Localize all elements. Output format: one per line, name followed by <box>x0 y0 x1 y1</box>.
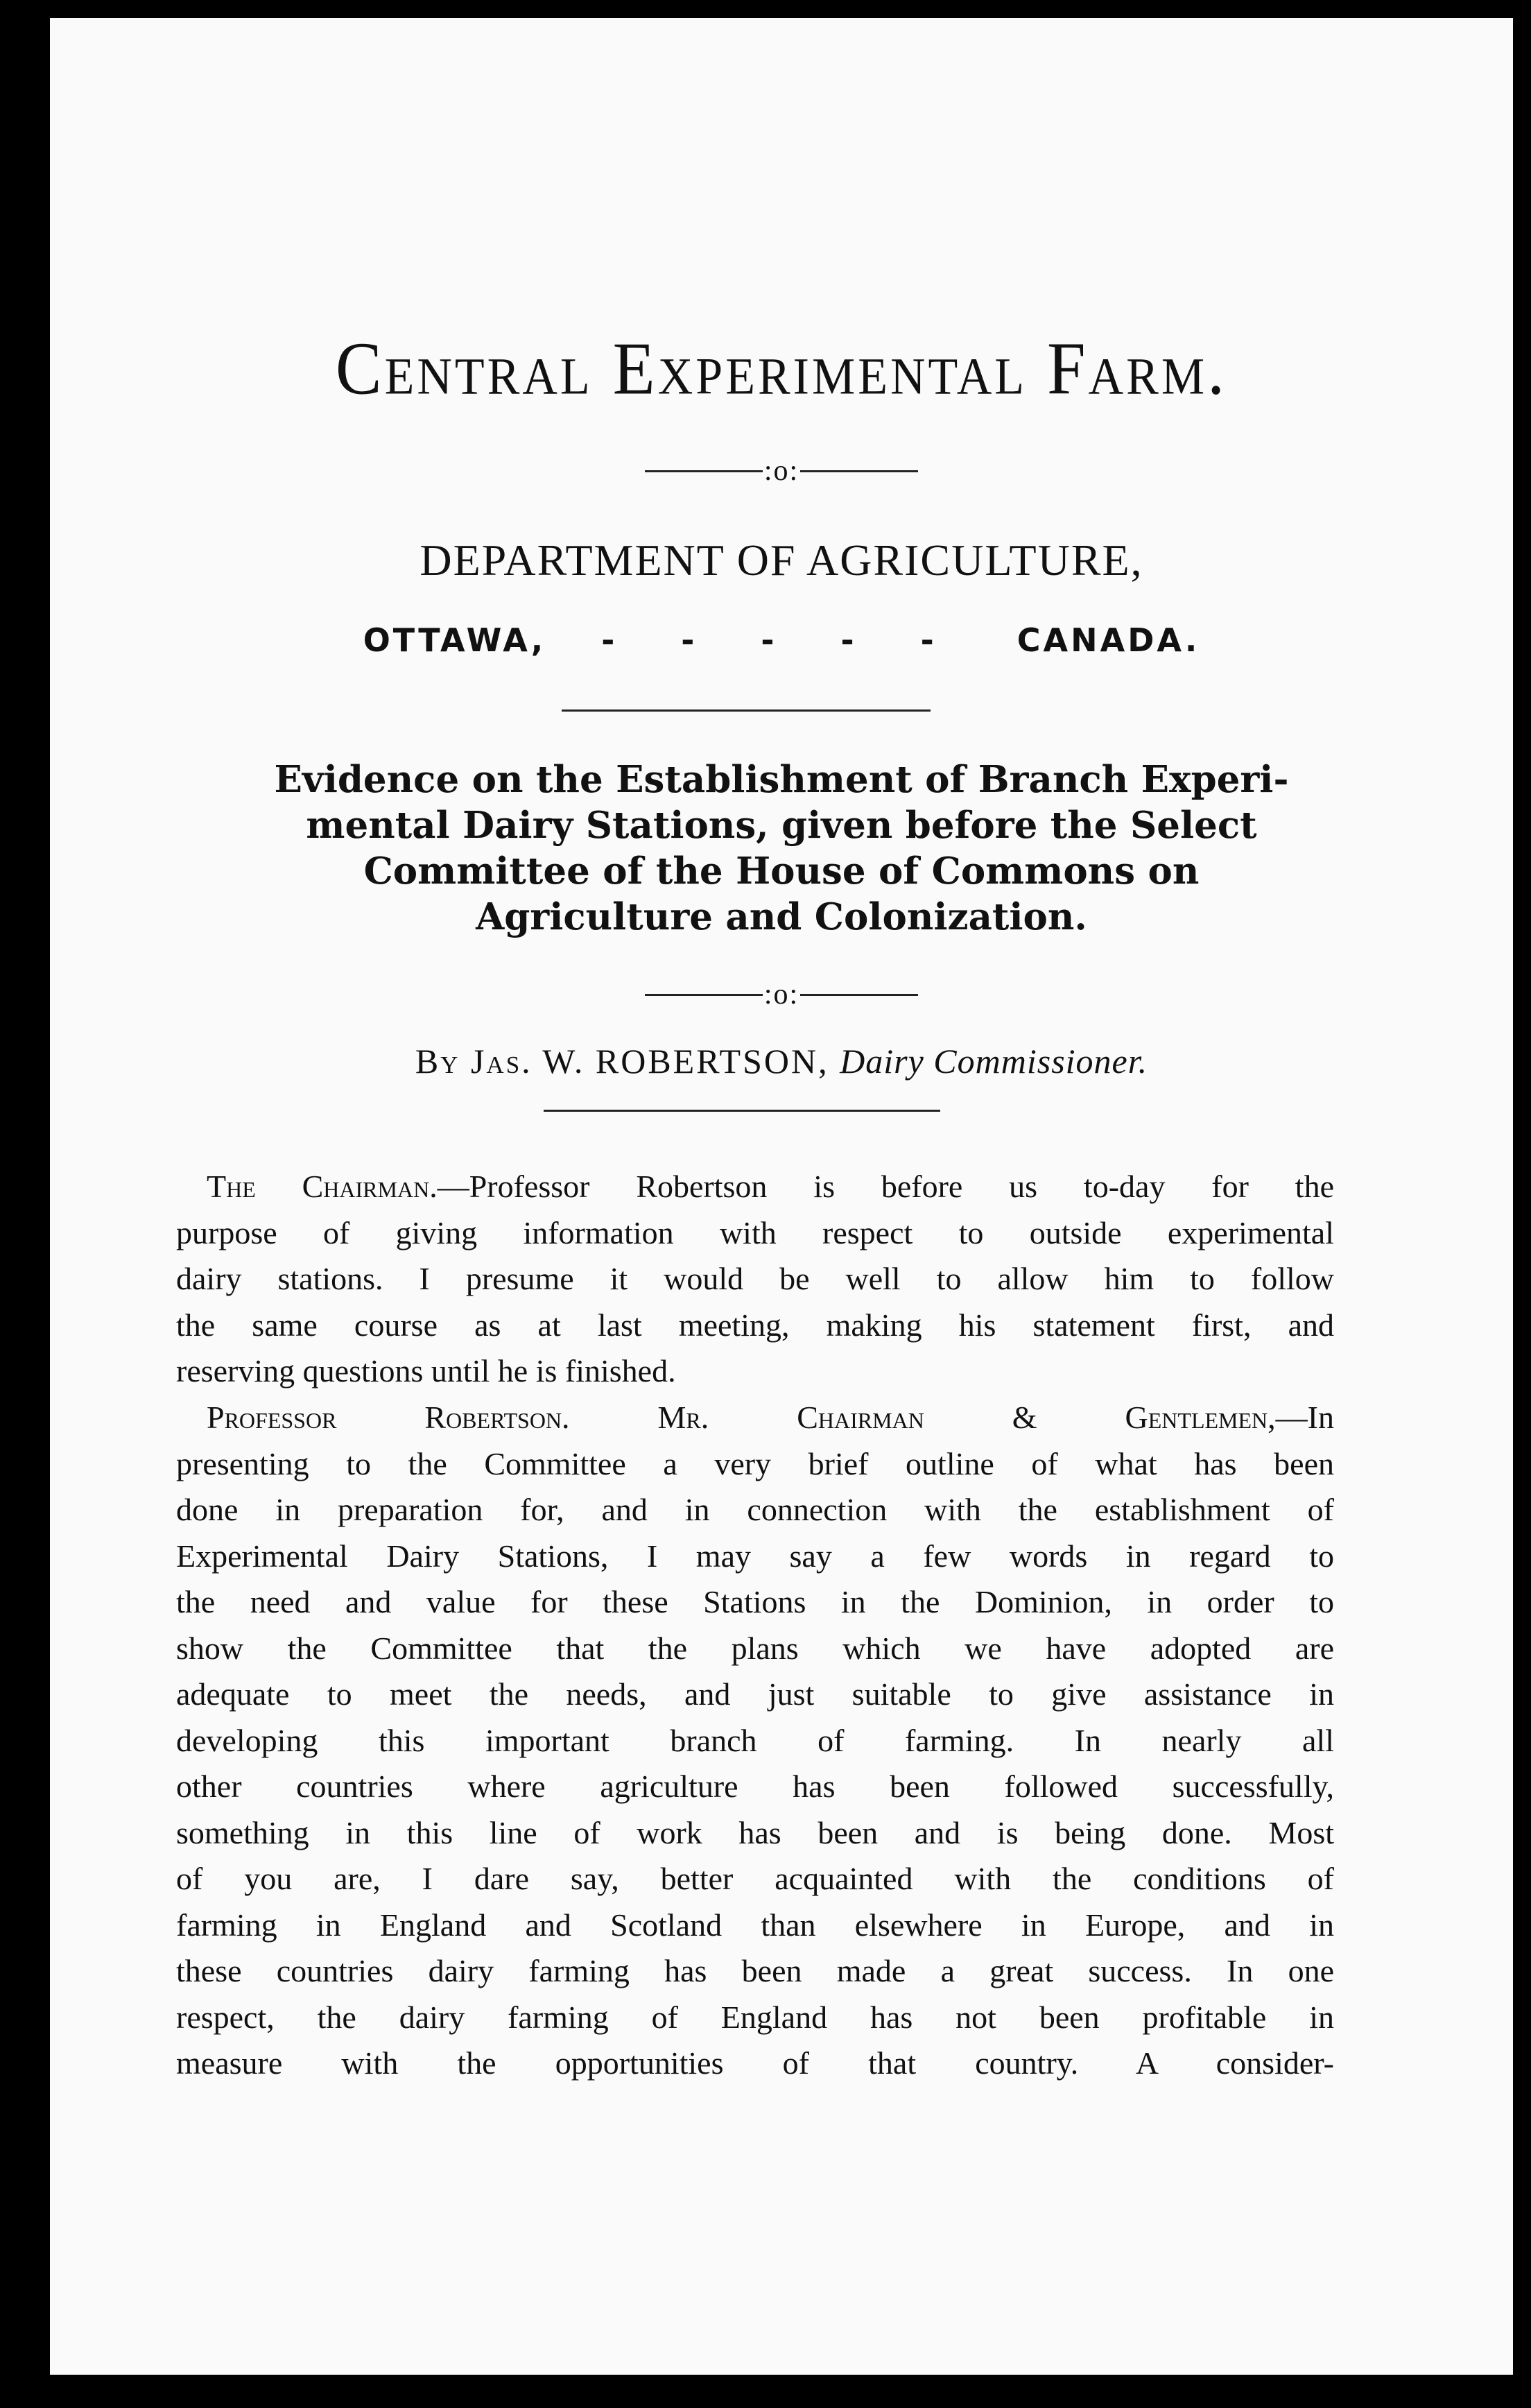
author-name: ROBERTSON, <box>595 1042 829 1081</box>
address-label: Mr. Chairman & Gentlemen, <box>657 1400 1276 1435</box>
document-subtitle <box>50 757 1513 940</box>
city-label: OTTAWA, <box>363 621 546 659</box>
separator-ornament: :o: <box>50 452 1513 488</box>
country-label: CANADA. <box>1017 621 1200 659</box>
paragraph-robertson: Professor Robertson. Mr. Chairman & Gentlemen,—In presenting to the Committee a very brief outline of what has been done in preparation for, and in connection with the establishment of Experimental Dairy Stations, I may say a few words in regard to the need and value for these Stations in the Dominion, in order to show the Committee that the plans which we have adopted are adequate to meet the needs, and just suitable to give assistance in developing this important branch of farming. In nearly all other countries where agriculture has been followed successfully, something in this line of work has been and is being done. Most of you are, I dare say, better acquainted with the conditions of farming in England and Scotland than elsewhere in Europe, and in these countries dairy farming has been made a great success. In one respect, the dairy farming of England has not been profitable in measure with the opportunities of that country. A consider- <box>176 1400 1334 2081</box>
page-title: Central Experimental Farm. <box>335 327 1228 411</box>
subtitle-line: Committee of the House of Commons on <box>363 850 1200 893</box>
place-dashes: - - - - - <box>601 621 962 659</box>
separator-ornament: :o: <box>50 976 1513 1011</box>
subtitle-line: Evidence on the Establishment of Branch Experi- <box>274 758 1289 801</box>
divider-rule <box>562 710 931 712</box>
department-heading: DEPARTMENT OF AGRICULTURE, <box>419 535 1143 585</box>
author-role: Dairy Commissioner. <box>840 1042 1148 1081</box>
divider-rule <box>544 1110 940 1112</box>
subtitle-line: mental Dairy Stations, given before the Select <box>306 804 1257 847</box>
place-line <box>50 621 1513 659</box>
byline <box>50 1041 1513 1081</box>
speaker-label: The Chairman. <box>207 1169 438 1204</box>
speaker-label: Professor Robertson. <box>207 1400 570 1435</box>
document-page <box>50 18 1513 2375</box>
subtitle-line: Agriculture and Colonization. <box>476 895 1087 938</box>
byline-prefix: By Jas. W. <box>415 1042 585 1081</box>
paragraph-chairman: The Chairman.—Professor Robertson is before us to-day for the purpose of giving information with respect to outside experimental dairy stations. I presume it would be well to allow him to follow the same course as at last meeting, making his statement first, and reserving questions until he is finished. <box>176 1169 1335 1388</box>
